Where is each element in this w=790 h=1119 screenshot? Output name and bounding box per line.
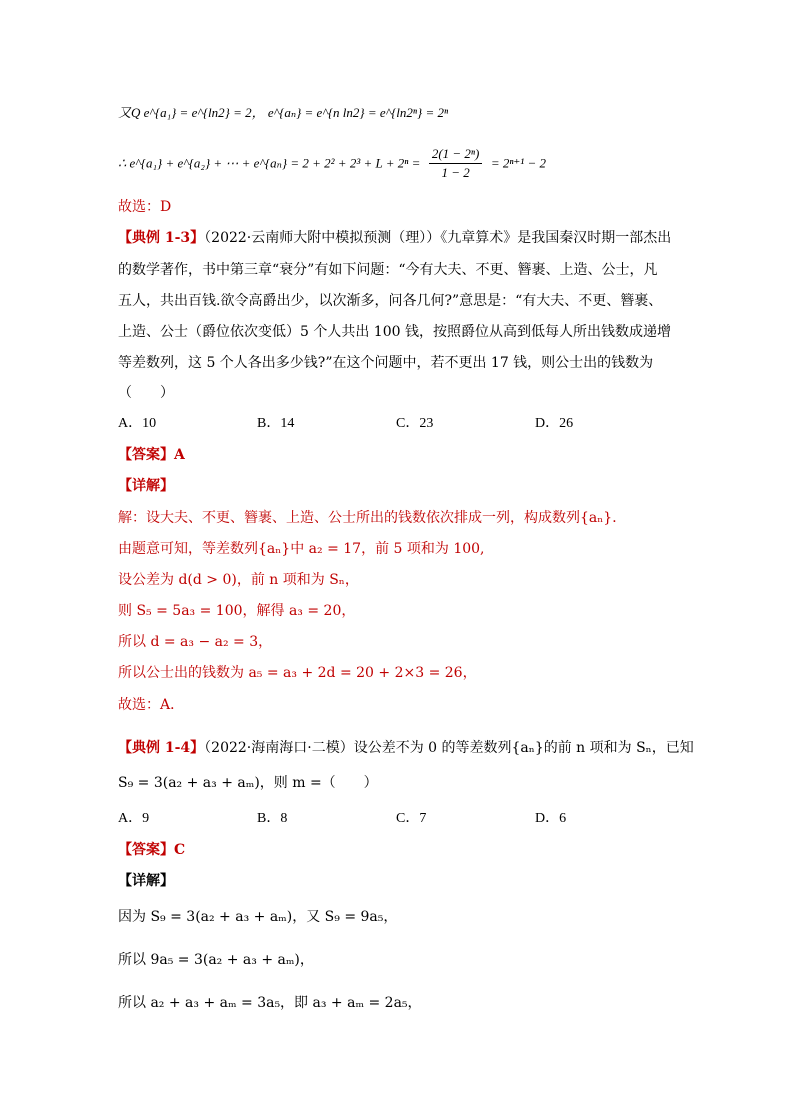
fraction-denominator: 1 − 2 <box>441 165 470 180</box>
example-13-option-a: A．10 <box>118 416 157 431</box>
example-13-detail-label: 【详解】 <box>118 478 174 494</box>
fraction <box>429 145 483 182</box>
example-14-tag: 【典例 1-4】 <box>118 740 205 756</box>
example-13-step-1: 解：设大夫、不更、簪裹、上造、公士所出的钱数依次排成一列，构成数列{aₙ}． <box>118 510 627 526</box>
example-13-line-3: 五人，共出百钱.欲令高爵出少，以次渐多，问各几何?”意思是：“有大夫、不更、簪裹、 <box>118 293 663 309</box>
example-14-line-1 <box>118 738 694 758</box>
solution-line-2 <box>118 145 546 182</box>
sum-left: ∴ e^{a₁} + e^{a₂} + ⋯ + e^{aₙ} = 2 + 2² + 2³ + L + 2ⁿ = <box>118 155 421 171</box>
example-13-answer: 【答案】A <box>118 447 185 463</box>
example-14-line-2: S₉ = 3(a₂ + a₃ + aₘ)，则 m =（ ） <box>118 775 378 791</box>
fraction-numerator: 2(1 − 2ⁿ) <box>429 145 483 164</box>
example-13-option-d: D．26 <box>535 416 574 431</box>
solution-line-1: 又Q e^{a₁} = e^{ln2} = 2， e^{aₙ} = e^{n ln2} = e^{ln2ⁿ} = 2ⁿ <box>118 105 449 120</box>
sum-right: = 2ⁿ⁺¹ − 2 <box>490 155 546 171</box>
example-13-line-1 <box>118 228 671 248</box>
example-13-step-6: 所以公士出的钱数为 a₅ = a₃ + 2d = 20 + 2×3 = 26， <box>118 665 477 681</box>
example-13-step-3: 设公差为 d(d > 0)，前 n 项和为 Sₙ， <box>118 572 359 588</box>
example-13-step-7: 故选：A． <box>118 697 185 713</box>
example-13-line-5: 等差数列，这 5 个人各出多少钱?”在这个问题中，若不更出 17 钱，则公士出的钱数为 <box>118 355 654 371</box>
example-14-step-3: 所以 a₂ + a₃ + aₘ = 3a₅，即 a₃ + aₘ = 2a₅， <box>118 995 422 1011</box>
example-14-step-1: 因为 S₉ = 3(a₂ + a₃ + aₘ)，又 S₉ = 9a₅， <box>118 909 398 925</box>
example-14-step-2: 所以 9a₅ = 3(a₂ + a₃ + aₘ)， <box>118 952 314 968</box>
example-14-option-c: C．7 <box>396 811 427 826</box>
example-13-step-2: 由题意可知，等差数列{aₙ}中 a₂ = 17，前 5 项和为 100, <box>118 541 485 557</box>
example-13-line-4: 上造、公士（爵位依次变低）5 个人共出 100 钱，按照爵位从高到低每人所出钱数成递增 <box>118 324 671 340</box>
example-13-text-1: （2022·云南师大附中模拟预测（理））《九章算术》是我国秦汉时期一部杰出 <box>204 230 672 246</box>
example-13-line-2: 的数学著作，书中第三章“衰分”有如下问题：“今有大夫、不更、簪裹、上造、公士，凡 <box>118 262 658 278</box>
example-13-option-c: C．23 <box>396 416 434 431</box>
example-13-step-4: 则 S₅ = 5a₃ = 100，解得 a₃ = 20， <box>118 603 356 619</box>
choice-line: 故选：D <box>118 199 172 215</box>
example-13-tag: 【典例 1-3】 <box>118 230 205 246</box>
example-14-option-b: B．8 <box>257 811 288 826</box>
example-14-option-d: D．6 <box>535 811 567 826</box>
example-13-line-6: （ ） <box>118 385 174 401</box>
example-13-step-5: 所以 d = a₃ − a₂ = 3， <box>118 634 273 650</box>
example-14-detail-label: 【详解】 <box>118 873 174 889</box>
example-14-answer: 【答案】C <box>118 842 186 858</box>
example-14-option-a: A．9 <box>118 811 150 826</box>
example-13-option-b: B．14 <box>257 416 295 431</box>
example-14-text-1: （2022·海南海口·二模）设公差不为 0 的等差数列{aₙ}的前 n 项和为 Sₙ，已知 <box>204 740 694 756</box>
